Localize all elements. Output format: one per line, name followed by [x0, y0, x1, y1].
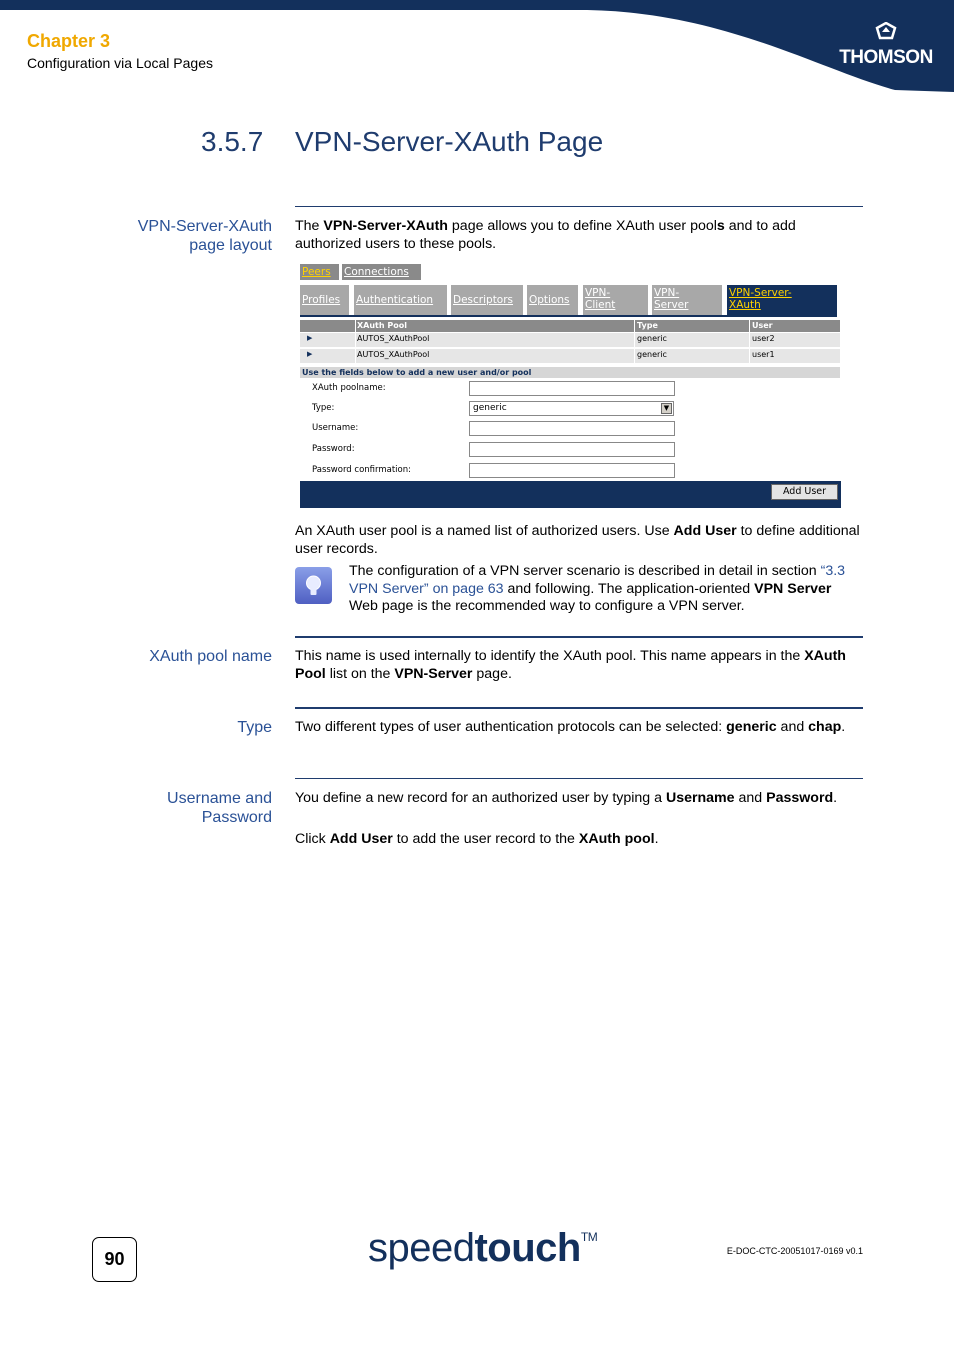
row-arrow-icon: ▶ — [307, 334, 313, 342]
lightbulb-note-icon — [295, 567, 332, 604]
divider — [295, 707, 863, 709]
table-header: XAuth Pool Type User — [300, 320, 840, 332]
username-paragraph: You define a new record for an authorized user by typing a Username and Password. — [295, 790, 838, 806]
row-arrow-icon: ▶ — [307, 350, 313, 358]
click-paragraph: Click Add User to add the user record to the XAuth pool. — [295, 831, 659, 847]
tab-connections[interactable]: Connections — [342, 264, 421, 280]
type-paragraph: Two different types of user authentication protocols can be selected: generic and chap. — [295, 719, 846, 735]
chapter-subtitle: Configuration via Local Pages — [27, 55, 214, 71]
intro-paragraph: The VPN-Server-XAuth page allows you to define XAuth user pools and to add authorized users to these pools. — [295, 218, 796, 252]
table-row[interactable]: ▶ AUTOS_XAuthPool generic user1 — [300, 349, 840, 363]
tab-descriptors[interactable]: Descriptors — [451, 285, 523, 315]
chevron-down-icon: ▼ — [661, 403, 672, 414]
note-paragraph: The configuration of a VPN server scenario is described in detail in section “3.3 VPN Server” on page 63 and following. The application-oriented VPN Server Web page is the recommended way to configure a VPN server. — [349, 563, 846, 614]
document-reference: E-DOC-CTC-20051017-0169 v0.1 — [726, 1246, 863, 1256]
poolname-label: XAuth poolname: — [312, 383, 386, 393]
form-footer-bar — [300, 481, 841, 508]
password-confirm-input[interactable] — [469, 463, 675, 478]
type-label: Type: — [312, 403, 335, 413]
side-heading-username-password: Username and Password — [167, 790, 272, 826]
password-confirm-label: Password confirmation: — [312, 465, 411, 475]
username-label: Username: — [312, 423, 359, 433]
section-link[interactable]: “3.3 VPN Server” on page 63 — [349, 563, 846, 597]
tab-vpn-server-xauth[interactable]: VPN-Server- XAuth — [727, 285, 837, 315]
pool-definition-paragraph: An XAuth user pool is a named list of authorized users. Use Add User to define additional user records. — [295, 523, 860, 557]
side-heading-layout: VPN-Server-XAuth page layout — [137, 218, 272, 254]
table-row[interactable]: ▶ AUTOS_XAuthPool generic user2 — [300, 333, 840, 347]
header-band — [0, 0, 954, 92]
add-user-button[interactable]: Add User — [771, 484, 838, 500]
nav-tab-row — [300, 283, 841, 317]
vpn-server-xauth-screenshot — [300, 262, 841, 508]
tab-options[interactable]: Options — [527, 285, 578, 315]
speedtouch-logo: speedtouch™ — [368, 1226, 598, 1270]
tab-profiles[interactable]: Profiles — [300, 285, 349, 315]
tab-vpn-client[interactable]: VPN- Client — [583, 285, 648, 315]
chapter-label: Chapter 3 — [27, 31, 111, 51]
password-input[interactable] — [469, 442, 675, 457]
nav-underline — [300, 315, 837, 317]
side-heading-type: Type — [237, 719, 272, 736]
tab-vpn-server[interactable]: VPN- Server — [652, 285, 722, 315]
tab-peers[interactable]: Peers — [300, 264, 339, 280]
form-hint: Use the fields below to add a new user and/or pool — [300, 367, 840, 378]
type-select[interactable]: generic ▼ — [469, 401, 674, 416]
tab-authentication[interactable]: Authentication — [354, 285, 447, 315]
brand-name: THOMSON — [839, 47, 933, 68]
divider — [295, 636, 863, 638]
divider — [295, 206, 863, 207]
page-number: 90 — [92, 1237, 137, 1282]
thomson-logo — [834, 22, 938, 70]
pool-name-paragraph: This name is used internally to identify the XAuth pool. This name appears in the XAuth Pool list on the VPN-Server page. — [295, 648, 846, 682]
poolname-input[interactable] — [469, 381, 675, 396]
password-label: Password: — [312, 444, 355, 454]
username-input[interactable] — [469, 421, 675, 436]
side-heading-pool-name: XAuth pool name — [149, 648, 272, 665]
divider — [295, 778, 863, 779]
thomson-emblem-icon — [875, 22, 897, 40]
section-title: VPN-Server-XAuth Page — [295, 126, 604, 157]
section-number: 3.5.7 — [201, 126, 264, 157]
